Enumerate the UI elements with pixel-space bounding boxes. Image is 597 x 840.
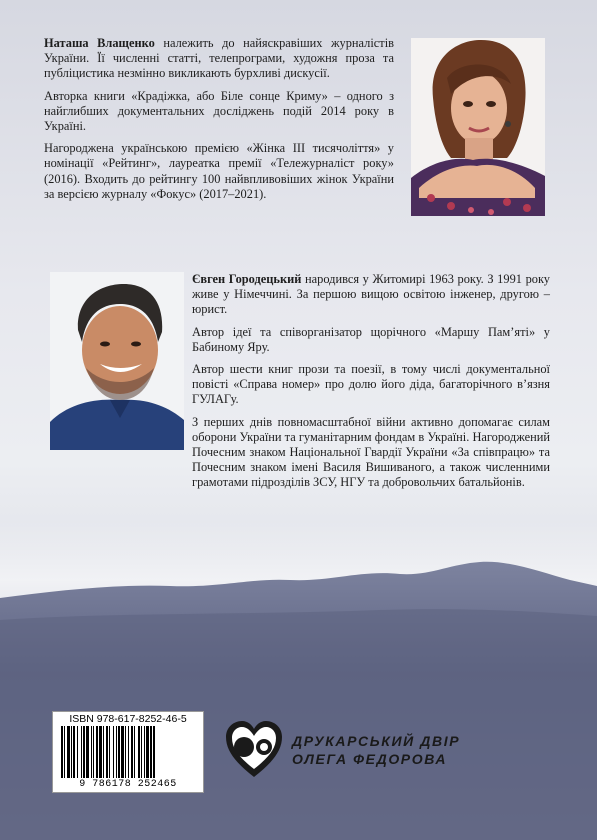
author2-paragraph-3: Автор шести книг прози та поезії, в тому числі документальної повісті «Справа номер» про долю його діда, багаторічного в’язня ГУЛАГу. <box>192 362 550 407</box>
barcode-bar <box>150 726 152 778</box>
barcode-bar <box>109 726 110 778</box>
mountain-landscape <box>0 560 597 840</box>
isbn-barcode <box>52 711 204 793</box>
barcode-bar <box>141 726 142 778</box>
heart-logo-icon <box>222 717 286 781</box>
barcode-bar <box>138 726 140 778</box>
author1-paragraph-3: Нагороджена українською премією «Жінка ІІІ тисячоліття» у номінації «Рейтинг», лауреатка премії «Тележурналіст року» (2016). Входить до рейтингу 100 найвпливовіших жінок України за версією журналу «Фокус» (2017–2021). <box>44 141 394 201</box>
publisher-mark <box>222 715 482 785</box>
author1-paragraph-2: Авторка книги «Крадіжка, або Біле сонце Криму» – одного з найглибших документальних досліджень подій 2014 року в Україні. <box>44 88 394 134</box>
barcode-bar <box>73 726 75 778</box>
author2-paragraph-2: Автор ідеї та співорганізатор щорічного «Маршу Пам’яті» у Бабиному Яру. <box>192 324 550 354</box>
barcode-bar <box>103 726 104 778</box>
barcode-bar <box>77 726 78 778</box>
barcode-bar <box>134 726 135 778</box>
author2-paragraph-4: З перших днів повномасштабної війни активно допомагає силам оборони України та гуманітарним фондам в Україні. Нагороджений Почесним знаком Національної Гвардії України «За співпрацю» та Почесним знаком імені Василя Вишиваного, а також численними грамотами підрозділів ЗСУ, НГУ та добровольчих батальйонів. <box>192 414 550 490</box>
barcode-bar <box>125 726 126 778</box>
barcode-bar <box>86 726 89 778</box>
publisher-name-line2: ОЛЕГА ФЕДОРОВА <box>292 751 448 767</box>
barcode-bar <box>93 726 94 778</box>
barcode-bar <box>144 726 145 778</box>
barcode-bar <box>131 726 133 778</box>
isbn-number: ISBN 978-617-8252-46-5 <box>69 713 187 725</box>
author1-name: Наташа Влащенко <box>44 36 155 50</box>
author2-bio <box>192 272 550 498</box>
barcode-bar <box>61 726 63 778</box>
barcode-digits: 9 786178 252465 <box>79 779 177 790</box>
barcode-bar <box>71 726 72 778</box>
barcode-bar <box>96 726 98 778</box>
author1-paragraph-1: Наташа Влащенко належить до найяскравіших журналістів України. Її численні статті, телепрограми, художня проза та публіцистика незмінно викликають бурхливі дискусії. <box>44 36 394 81</box>
barcode-bar <box>81 726 82 778</box>
barcode-bar <box>83 726 85 778</box>
barcode-bar <box>91 726 92 778</box>
barcode-bar <box>67 726 70 778</box>
barcode-bar <box>106 726 108 778</box>
author1-photo <box>411 38 545 216</box>
author2-name: Євген Городецький <box>192 272 302 286</box>
barcode-bar <box>118 726 120 778</box>
barcode-bar <box>121 726 124 778</box>
author2-paragraph-1: Євген Городецький народився у Житомирі 1963 року. З 1991 року живе у Німеччині. За першою вищою освітою інженер, другою – юрист. <box>192 272 550 317</box>
author1-bio <box>44 36 394 209</box>
barcode-bar <box>153 726 155 778</box>
author2-photo <box>50 272 184 450</box>
barcode-bar <box>64 726 65 778</box>
barcode-bar <box>99 726 102 778</box>
barcode-bar <box>116 726 117 778</box>
barcode-bars <box>59 726 197 778</box>
barcode-bar <box>128 726 129 778</box>
barcode-bar <box>113 726 114 778</box>
publisher-name-line1: ДРУКАРСЬКИЙ ДВІР <box>292 733 461 749</box>
barcode-bar <box>146 726 149 778</box>
